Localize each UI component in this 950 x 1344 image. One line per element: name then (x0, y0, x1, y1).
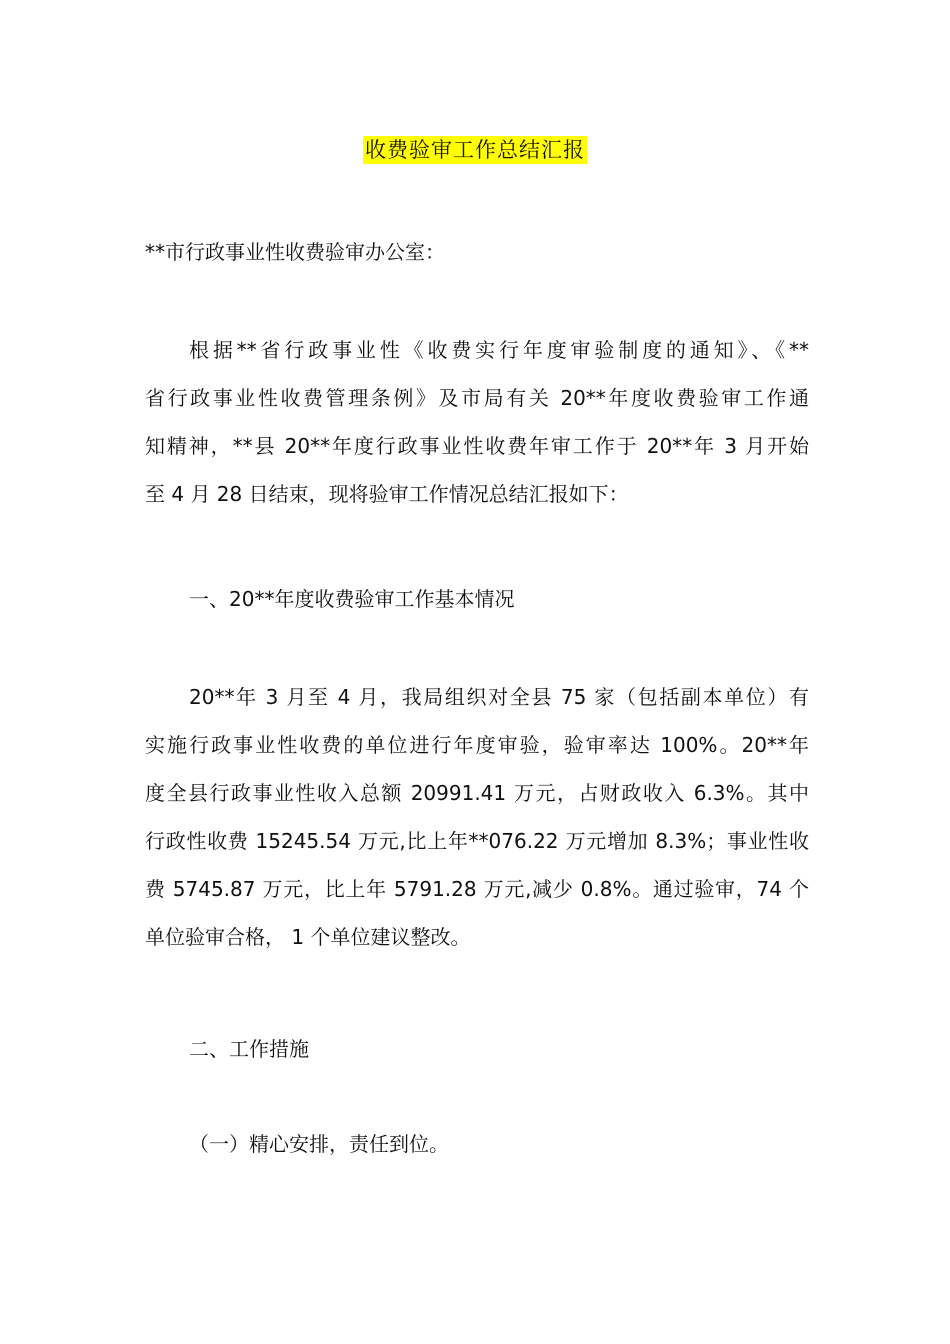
intro-paragraph (145, 326, 809, 518)
section1-heading: 一、20**年度收费验审工作基本情况 (189, 587, 515, 611)
subsection1-heading-block (145, 1120, 809, 1168)
section1-paragraph (145, 673, 809, 961)
document-title: 收费验审工作总结汇报 (365, 138, 585, 162)
addressee (145, 228, 809, 276)
addressee-line: **市行政事业性收费验审办公室： (145, 240, 445, 264)
section2-heading: 二、工作措施 (189, 1037, 309, 1061)
section1-line-1: 20**年 3 月至 4 月，我局组织对全县 75 家（包括副本单位）有 (189, 685, 809, 709)
title-container (0, 136, 950, 164)
section1-heading-block (145, 575, 809, 623)
section1-line-2: 实施行政事业性收费的单位进行年度审验，验审率达 100%。20**年 (145, 733, 809, 757)
section1-line-3: 度全县行政事业性收入总额 20991.41 万元，占财政收入 6.3%。其中 (145, 781, 809, 805)
section1-line-4: 行政性收费 15245.54 万元,比上年**076.22 万元增加 8.3%；事业性收 (145, 829, 809, 853)
section1-line-5: 费 5745.87 万元，比上年 5791.28 万元,减少 0.8%。通过验审，74 个 (145, 877, 809, 901)
intro-line-4: 至 4 月 28 日结束，现将验审工作情况总结汇报如下： (145, 482, 629, 506)
subsection1-heading: （一）精心安排，责任到位。 (189, 1132, 449, 1156)
intro-line-1: 根据**省行政事业性《收费实行年度审验制度的通知》、《** (189, 338, 809, 362)
section1-line-6: 单位验审合格， 1 个单位建议整改。 (145, 925, 471, 949)
intro-line-3: 知精神，**县 20**年度行政事业性收费年审工作于 20**年 3 月开始 (145, 434, 809, 458)
intro-line-2: 省行政事业性收费管理条例》及市局有关 20**年度收费验审工作通 (145, 386, 809, 410)
section2-heading-block (145, 1025, 809, 1073)
